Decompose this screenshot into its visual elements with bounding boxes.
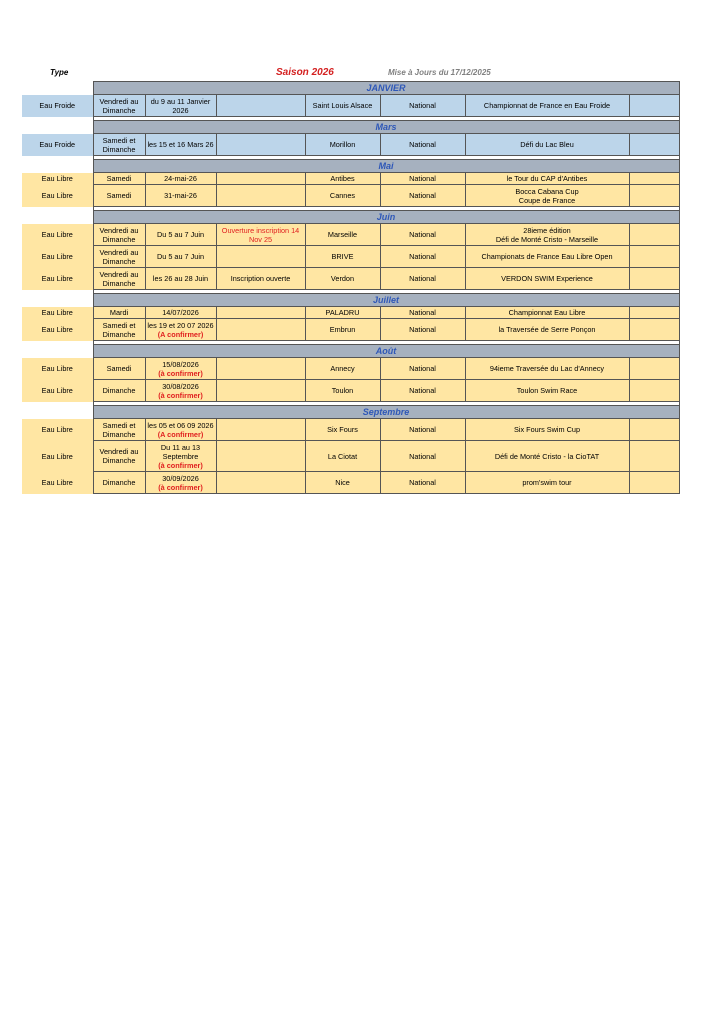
event-date: [145, 358, 216, 380]
event-date-note: (à confirmer): [158, 460, 203, 470]
event-info: [216, 185, 305, 207]
month-header: Mars: [93, 121, 679, 134]
event-date-text: Du 5 au 7 Juin: [156, 230, 205, 239]
event-name-line: Six Fours Swim Cup: [513, 425, 581, 434]
event-type: Eau Libre: [22, 319, 93, 341]
event-name: [465, 185, 629, 207]
event-date: [145, 380, 216, 402]
event-date: [145, 134, 216, 156]
event-place: Embrun: [305, 319, 380, 341]
event-name-line: VERDON SWIM Experience: [501, 274, 593, 283]
event-info: [216, 441, 305, 472]
month-header-row: [22, 82, 679, 95]
event-name-line2: Défi de Monté Cristo - Marseille: [495, 234, 599, 244]
month-header: Mai: [93, 160, 679, 173]
event-extra: [629, 472, 679, 494]
event-date-text: 24-mai-26: [164, 174, 197, 183]
event-days: Samedi et Dimanche: [93, 419, 145, 441]
event-name: [465, 319, 629, 341]
event-name: [465, 441, 629, 472]
event-level: National: [380, 319, 465, 341]
month-header: Juillet: [93, 294, 679, 307]
event-name: [465, 472, 629, 494]
event-info: [216, 307, 305, 319]
event-extra: [629, 185, 679, 207]
event-row: [22, 419, 679, 441]
event-name-line: 28ieme édition: [523, 225, 571, 235]
event-info: [216, 419, 305, 441]
event-name-line: Toulon Swim Race: [516, 386, 578, 395]
event-date-text: 14/07/2026: [162, 308, 199, 317]
event-place: Antibes: [305, 173, 380, 185]
month-header: JANVIER: [93, 82, 679, 95]
event-name-line: Défi du Lac Bleu: [520, 140, 574, 149]
event-name-line: Championats de France Eau Libre Open: [481, 252, 613, 261]
event-level: National: [380, 246, 465, 268]
event-extra: [629, 246, 679, 268]
month-header-row: [22, 406, 679, 419]
month-header: Septembre: [93, 406, 679, 419]
event-type: Eau Libre: [22, 472, 93, 494]
event-row: [22, 224, 679, 246]
event-date-note: (à confirmer): [158, 482, 203, 492]
event-type: Eau Froide: [22, 134, 93, 156]
event-level: National: [380, 95, 465, 117]
event-name-line: la Traversée de Serre Ponçon: [498, 325, 596, 334]
event-name-line: Championnat de France en Eau Froide: [483, 101, 611, 110]
event-extra: [629, 224, 679, 246]
event-name-line: Championnat Eau Libre: [508, 308, 586, 317]
event-days: Samedi et Dimanche: [93, 134, 145, 156]
event-level: National: [380, 380, 465, 402]
event-extra: [629, 95, 679, 117]
month-header-row: [22, 121, 679, 134]
event-place: La Ciotat: [305, 441, 380, 472]
event-row: [22, 95, 679, 117]
event-date-text: 30/08/2026: [162, 381, 199, 391]
event-days: Samedi: [93, 173, 145, 185]
event-level: National: [380, 472, 465, 494]
event-date: [145, 307, 216, 319]
event-name: [465, 224, 629, 246]
event-name: [465, 95, 629, 117]
event-row: [22, 472, 679, 494]
event-level: National: [380, 173, 465, 185]
event-info: [216, 134, 305, 156]
event-name: [465, 246, 629, 268]
event-date: [145, 246, 216, 268]
event-type: Eau Libre: [22, 358, 93, 380]
event-name-line2: Coupe de France: [518, 195, 576, 205]
event-name: [465, 419, 629, 441]
month-header-row: [22, 345, 679, 358]
event-days: Mardi: [93, 307, 145, 319]
event-level: National: [380, 441, 465, 472]
event-date-text: les 19 et 20 07 2026: [147, 320, 214, 330]
event-date: [145, 319, 216, 341]
event-level: National: [380, 419, 465, 441]
event-extra: [629, 441, 679, 472]
event-level: National: [380, 268, 465, 290]
event-extra: [629, 307, 679, 319]
event-date-text: 30/09/2026: [162, 473, 199, 483]
event-type: Eau Libre: [22, 441, 93, 472]
event-row: [22, 246, 679, 268]
event-days: Vendredi au Dimanche: [93, 268, 145, 290]
event-date: [145, 185, 216, 207]
event-place: Annecy: [305, 358, 380, 380]
type-header: Type: [50, 68, 69, 77]
event-row: [22, 358, 679, 380]
event-row: [22, 185, 679, 207]
event-date-note: (à confirmer): [158, 368, 203, 378]
event-info: Ouverture inscription 14 Nov 25: [216, 224, 305, 246]
schedule-table: [22, 81, 680, 494]
event-name: [465, 173, 629, 185]
event-row: [22, 307, 679, 319]
event-date-text: Du 5 au 7 Juin: [156, 252, 205, 261]
event-info: [216, 319, 305, 341]
event-date: [145, 268, 216, 290]
event-row: [22, 268, 679, 290]
event-extra: [629, 173, 679, 185]
event-date: [145, 441, 216, 472]
season-title: Saison 2026: [276, 67, 334, 78]
event-name-line: Bocca Cabana Cup: [515, 186, 579, 196]
event-days: Vendredi au Dimanche: [93, 441, 145, 472]
event-date-note: (à confirmer): [158, 390, 203, 400]
event-extra: [629, 319, 679, 341]
event-type: Eau Libre: [22, 307, 93, 319]
event-date: [145, 95, 216, 117]
event-extra: [629, 358, 679, 380]
event-place: Nice: [305, 472, 380, 494]
event-place: Morillon: [305, 134, 380, 156]
month-header-row: [22, 160, 679, 173]
event-row: [22, 319, 679, 341]
event-extra: [629, 268, 679, 290]
event-name-line: 94ieme Traversée du Lac d'Annecy: [489, 364, 605, 373]
event-place: Cannes: [305, 185, 380, 207]
event-date: [145, 472, 216, 494]
month-spacer: [22, 294, 93, 307]
event-info: [216, 358, 305, 380]
month-header-row: [22, 211, 679, 224]
event-days: Vendredi au Dimanche: [93, 246, 145, 268]
event-info: [216, 380, 305, 402]
event-row: [22, 441, 679, 472]
event-place: PALADRU: [305, 307, 380, 319]
event-name: [465, 380, 629, 402]
event-days: Dimanche: [93, 472, 145, 494]
event-type: Eau Froide: [22, 95, 93, 117]
event-name: [465, 307, 629, 319]
event-date-text: Du 11 au 13 Septembre: [160, 442, 201, 461]
event-row: [22, 380, 679, 402]
event-info: [216, 173, 305, 185]
event-date: [145, 224, 216, 246]
event-info: [216, 472, 305, 494]
event-date-text: 15/08/2026: [162, 359, 199, 369]
event-place: Verdon: [305, 268, 380, 290]
event-name-line: le Tour du CAP d'Antibes: [506, 174, 588, 183]
event-type: Eau Libre: [22, 224, 93, 246]
event-place: Six Fours: [305, 419, 380, 441]
event-name-line: Défi de Monté Cristo - la CioTAT: [494, 451, 600, 461]
event-place: Saint Louis Alsace: [305, 95, 380, 117]
event-days: Vendredi au Dimanche: [93, 224, 145, 246]
event-type: Eau Libre: [22, 268, 93, 290]
month-spacer: [22, 345, 93, 358]
event-extra: [629, 134, 679, 156]
event-date: [145, 173, 216, 185]
event-days: Dimanche: [93, 380, 145, 402]
event-level: National: [380, 185, 465, 207]
event-type: Eau Libre: [22, 185, 93, 207]
month-spacer: [22, 211, 93, 224]
month-header-row: [22, 294, 679, 307]
event-date-text: du 9 au 11 Janvier 2026: [150, 96, 211, 115]
update-date: Mise à Jours du 17/12/2025: [388, 68, 491, 77]
month-header: Août: [93, 345, 679, 358]
event-place: Toulon: [305, 380, 380, 402]
month-header: Juin: [93, 211, 679, 224]
event-days: Vendredi au Dimanche: [93, 95, 145, 117]
event-info: [216, 246, 305, 268]
event-date-text: les 05 et 06 09 2026: [147, 420, 214, 430]
event-name: [465, 134, 629, 156]
month-spacer: [22, 406, 93, 419]
event-date-text: les 15 et 16 Mars 26: [147, 140, 214, 149]
event-name: [465, 268, 629, 290]
event-date: [145, 419, 216, 441]
event-date-text: les 26 au 28 Juin: [152, 274, 209, 283]
event-type: Eau Libre: [22, 246, 93, 268]
event-type: Eau Libre: [22, 380, 93, 402]
event-type: Eau Libre: [22, 173, 93, 185]
event-row: [22, 134, 679, 156]
event-info: [216, 95, 305, 117]
event-date-note: (A confirmer): [157, 329, 204, 339]
event-date-note: (A confirmer): [157, 429, 204, 439]
event-level: National: [380, 307, 465, 319]
event-level: National: [380, 224, 465, 246]
event-place: BRIVE: [305, 246, 380, 268]
event-place: Marseille: [305, 224, 380, 246]
event-type: Eau Libre: [22, 419, 93, 441]
event-date-text: 31-mai-26: [164, 191, 197, 200]
event-row: [22, 173, 679, 185]
event-extra: [629, 380, 679, 402]
month-spacer: [22, 82, 93, 95]
event-name-line: prom'swim tour: [522, 478, 572, 487]
event-level: National: [380, 134, 465, 156]
event-name: [465, 358, 629, 380]
event-level: National: [380, 358, 465, 380]
event-days: Samedi: [93, 185, 145, 207]
month-spacer: [22, 121, 93, 134]
event-extra: [629, 419, 679, 441]
event-info: Inscription ouverte: [216, 268, 305, 290]
event-days: Samedi et Dimanche: [93, 319, 145, 341]
event-days: Samedi: [93, 358, 145, 380]
month-spacer: [22, 160, 93, 173]
